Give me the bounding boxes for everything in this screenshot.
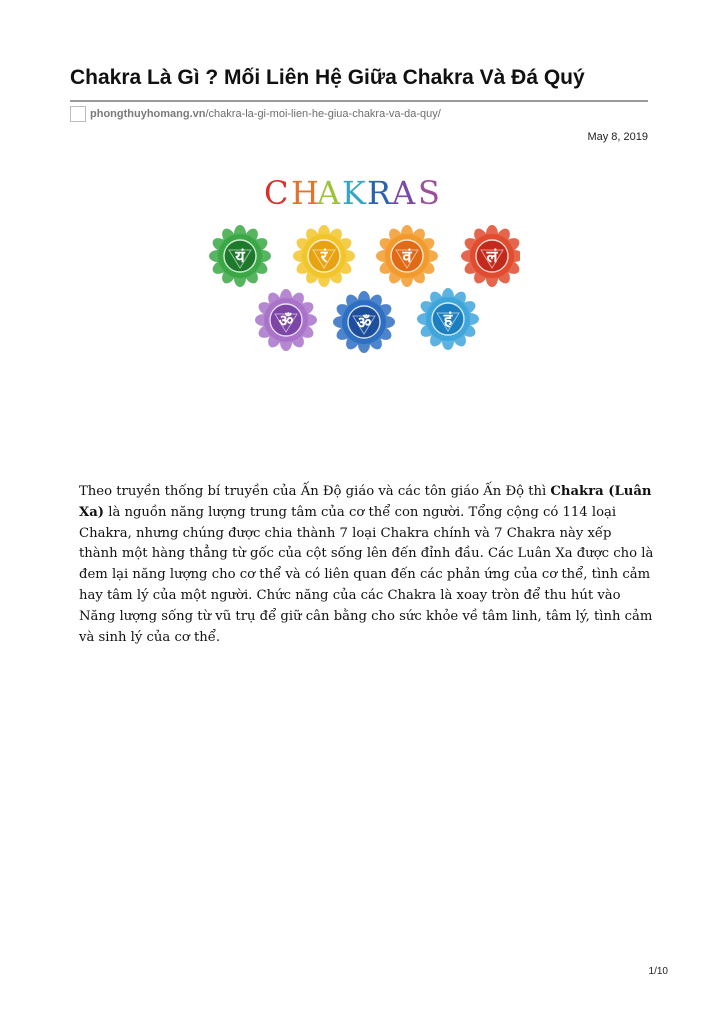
wordmark-letter: A bbox=[317, 174, 341, 212]
source-path[interactable]: /chakra-la-gi-moi-lien-he-giua-chakra-va-da-quy/ bbox=[205, 108, 441, 120]
intro-paragraph bbox=[79, 482, 654, 648]
wordmark-letter: A bbox=[392, 174, 416, 212]
solar-plexus-chakra-icon bbox=[293, 225, 355, 287]
svg-text:रं: रं bbox=[320, 247, 328, 266]
root-chakra-icon bbox=[461, 225, 520, 287]
wordmark-letter: K bbox=[342, 174, 366, 212]
svg-text:यं: यं bbox=[235, 247, 245, 266]
svg-text:वं: वं bbox=[402, 247, 412, 266]
publish-date: May 8, 2019 bbox=[587, 131, 648, 143]
source-favicon-icon bbox=[70, 106, 86, 122]
svg-text:ॐ: ॐ bbox=[278, 311, 294, 330]
page-number: 1/10 bbox=[648, 966, 668, 977]
third-eye-chakra-icon bbox=[333, 291, 395, 353]
intro-text-start: Theo truyền thống bí truyền của Ấn Độ giáo và các tôn giáo Ấn Độ thì bbox=[79, 484, 551, 499]
chakras-wordmark bbox=[264, 174, 440, 212]
wordmark-letter: R bbox=[367, 174, 392, 212]
throat-chakra-icon bbox=[417, 288, 479, 350]
wordmark-letter: H bbox=[291, 174, 319, 212]
intro-text-end: là nguồn năng lượng trung tâm của cơ thể con người. Tổng cộng có 114 loại Chakra, nhưng chúng được chia thành 7 loại Chakra chính và 7 Chakra này xếp thành một hàng thẳng từ gốc của cột sống lên đến đỉnh đầu. Các Luân Xa được cho là đem lại năng lượng cho cơ thể và có liên quan đến các phản ứng của cơ thể, tình cảm hay tâm lý của một người. Chức năng của các Chakra là xoay tròn để thu hút vào Năng lượng sống từ vũ trụ để giữ cân bằng cho sức khỏe về tâm linh, tâm lý, tình cảm và sinh lý của cơ thể. bbox=[79, 504, 654, 645]
page-title: Chakra Là Gì ? Mối Liên Hệ Giữa Chakra Và Đá Quý bbox=[70, 66, 585, 89]
crown-chakra-icon bbox=[255, 289, 317, 351]
source-url[interactable] bbox=[90, 108, 441, 120]
wordmark-letter: C bbox=[264, 174, 289, 212]
svg-text:ॐ: ॐ bbox=[356, 313, 372, 332]
source-domain[interactable]: phongthuyhomang.vn bbox=[90, 108, 206, 120]
wordmark-letter: S bbox=[418, 174, 440, 212]
chakra-term: Chakra (Luân Xa) bbox=[79, 484, 652, 520]
chakra-symbols bbox=[209, 225, 520, 353]
heart-chakra-icon bbox=[209, 225, 271, 287]
title-divider bbox=[70, 100, 648, 102]
svg-text:लं: लं bbox=[486, 247, 498, 266]
svg-text:हं: हं bbox=[443, 310, 453, 329]
chakras-image bbox=[200, 168, 520, 358]
sacral-chakra-icon bbox=[376, 225, 438, 287]
